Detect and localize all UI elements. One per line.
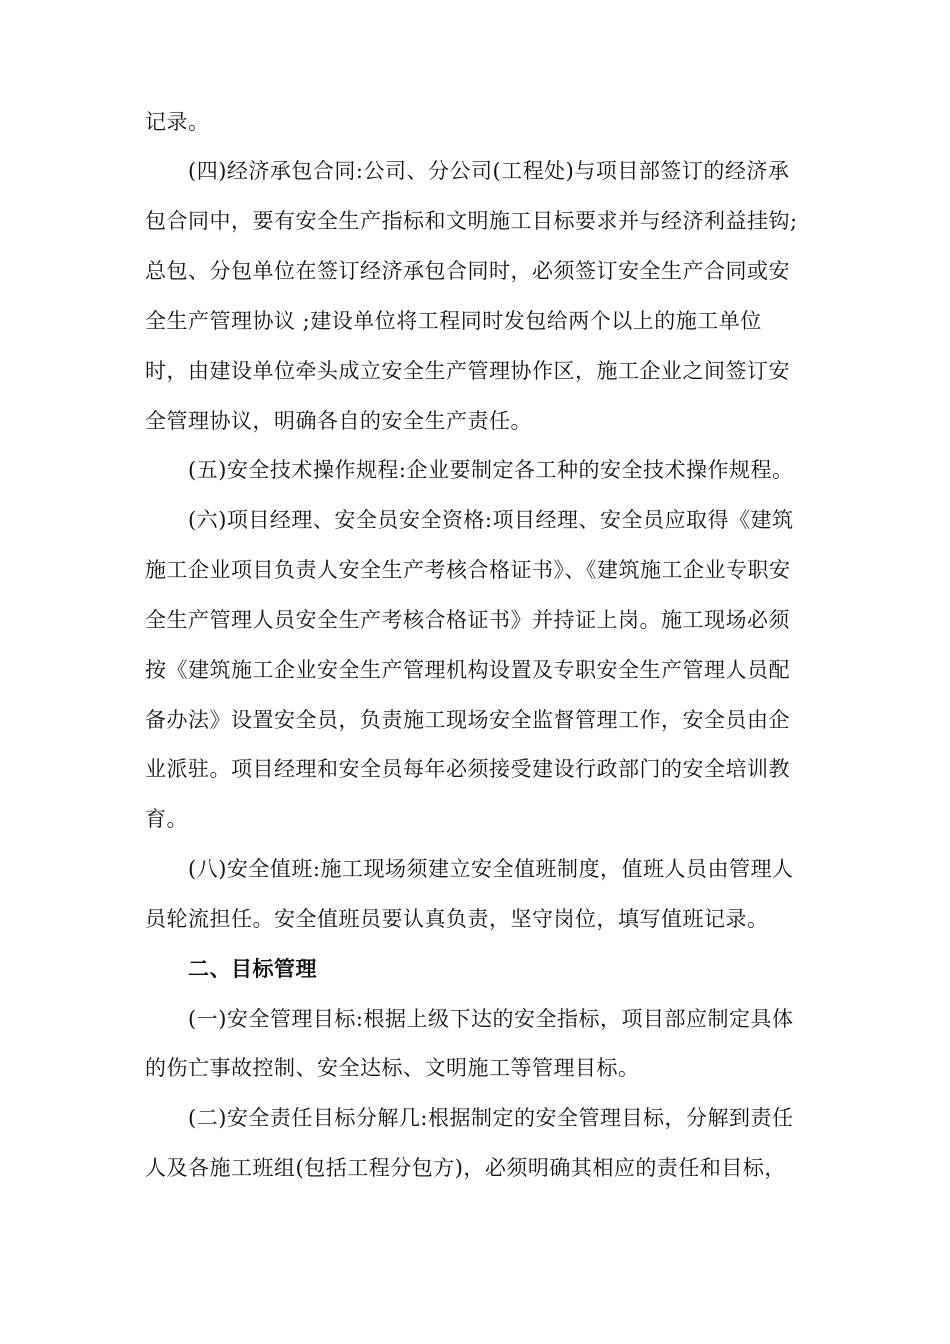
text-line: 业派驻。项目经理和安全员每年必须接受建设行政部门的安全培训教	[145, 757, 790, 781]
text-line: 备办法》设置安全员，负责施工现场安全监督管理工作，安全员由企	[145, 708, 790, 732]
section-heading: 二、目标管理	[188, 956, 317, 981]
text-line: 包合同中，要有安全生产指标和文明施工目标要求并与经济利益挂钩;	[145, 209, 798, 233]
paragraph-6-line-1: (六)项目经理、安全员安全资格:项目经理、安全员应取得《建筑	[188, 508, 794, 532]
text-line: 员轮流担任。安全值班员要认真负责，坚守岗位，填写值班记录。	[145, 907, 769, 931]
goal-paragraph-1-line-1: (一)安全管理目标:根据上级下达的安全指标，项目部应制定具体	[188, 1007, 794, 1031]
text-line: 全管理协议，明确各自的安全生产责任。	[145, 409, 532, 433]
text-line: 施工企业项目负责人安全生产考核合格证书》、《建筑施工企业专职安	[145, 558, 791, 582]
text-line: 的伤亡事故控制、安全达标、文明施工等管理目标。	[145, 1056, 640, 1080]
text-line: 记录。	[145, 110, 210, 134]
text-line: 全生产管理人员安全生产考核合格证书》并持证上岗。施工现场必须	[145, 608, 790, 632]
text-line: 育。	[145, 807, 188, 831]
paragraph-8-line-1: (八)安全值班:施工现场须建立安全值班制度，值班人员由管理人	[188, 857, 794, 881]
text-line: 按《建筑施工企业安全生产管理机构设置及专职安全生产管理人员配	[145, 658, 790, 682]
paragraph-5-line-1: (五)安全技术操作规程:企业要制定各工种的安全技术操作规程。	[188, 458, 794, 482]
paragraph-4-line-1: (四)经济承包合同:公司、分公司(工程处)与项目部签订的经济承	[188, 159, 790, 183]
text-line: 人及各施工班组(包括工程分包方)，必须明确其相应的责任和目标，	[145, 1156, 786, 1180]
text-line: 总包、分包单位在签订经济承包合同时，必须签订安全生产合同或安	[145, 259, 790, 283]
goal-paragraph-2-line-1: (二)安全责任目标分解几:根据制定的安全管理目标，分解到责任	[188, 1106, 794, 1130]
text-line: 时，由建设单位牵头成立安全生产管理协作区，施工企业之间签订安	[145, 359, 790, 383]
text-line: 全生产管理协议 ;建设单位将工程同时发包给两个以上的施工单位	[145, 309, 762, 333]
